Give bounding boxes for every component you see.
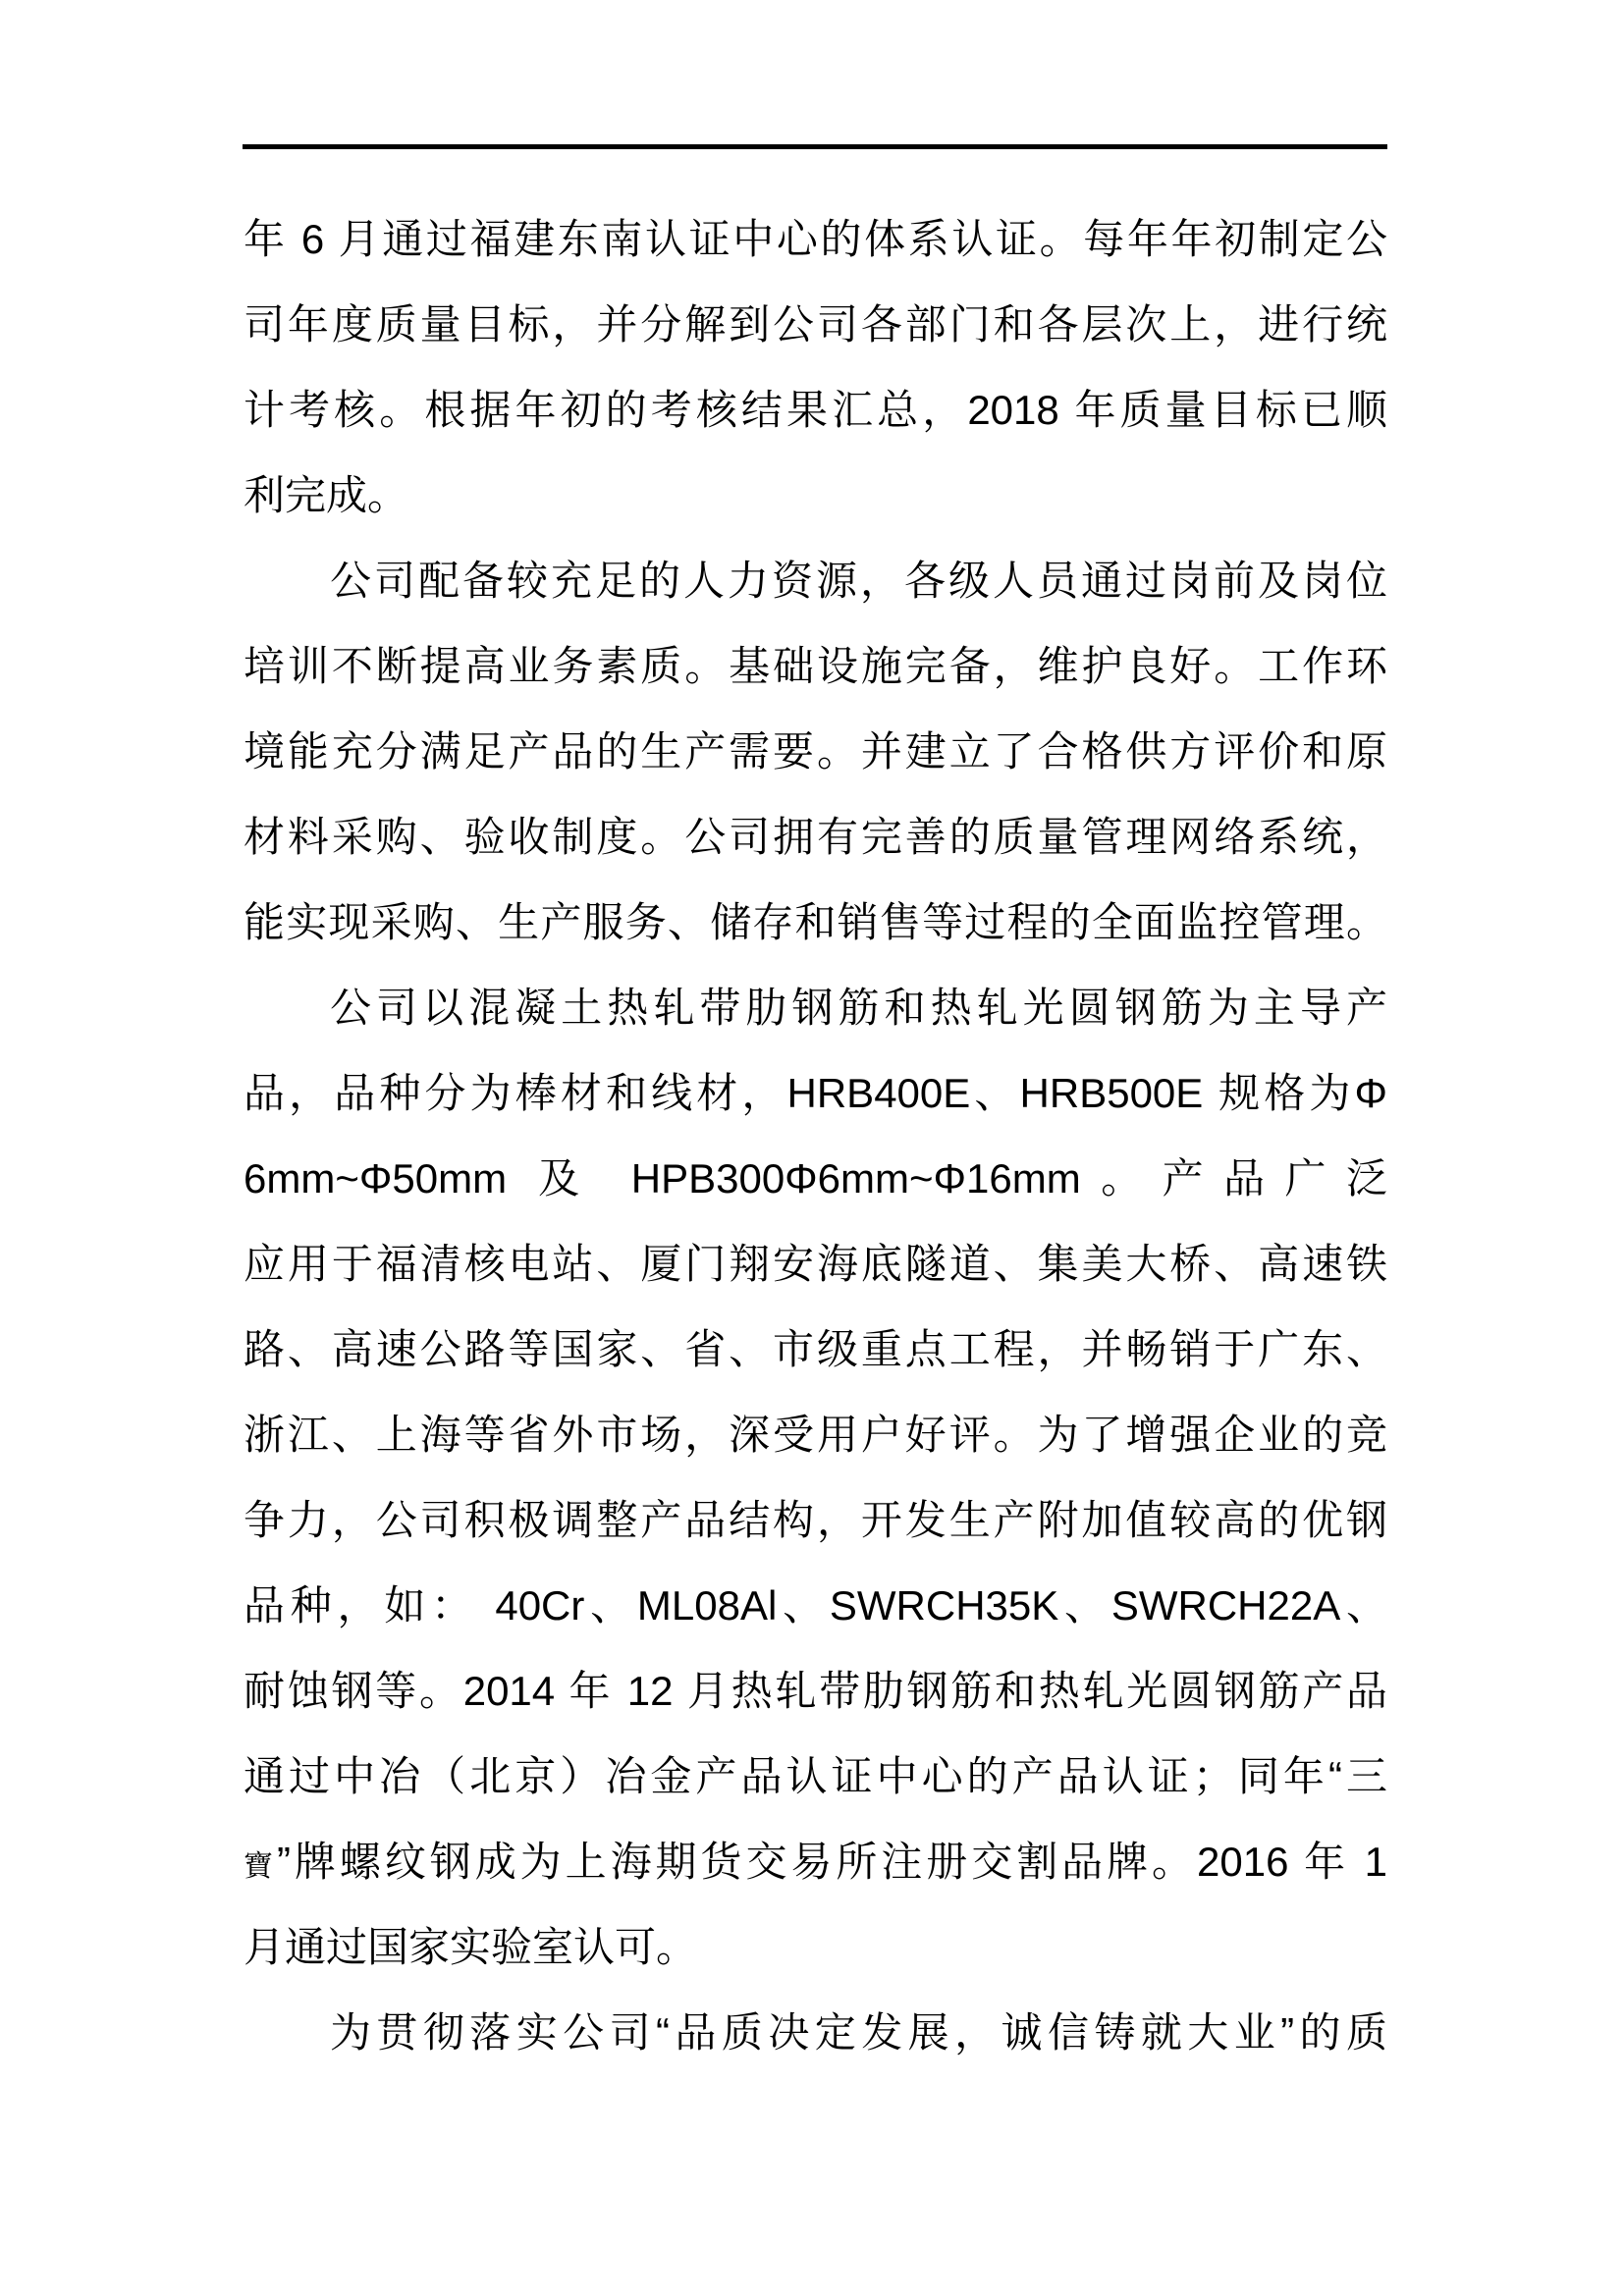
text-line: 通过中冶（北京）冶金产品认证中心的产品认证；同年“三 [244,1753,1387,1799]
text-line: 培训不断提高业务素质。基础设施完备，维护良好。工作环 [244,643,1387,689]
text-line: 争力，公司积极调整产品结构，开发生产附加值较高的优钢 [244,1497,1387,1543]
text-line: 年 6 月通过福建东南认证中心的体系认证。每年年初制定公 [244,216,1387,262]
text-segment: ”牌螺纹钢成为上海期货交易所注册交割品牌。2016 年 1 [276,1839,1388,1885]
document-body [244,196,1387,2075]
alt-glyph: 寶 [244,1850,277,1883]
text-line [244,1819,1387,1904]
header-rule [243,144,1387,149]
text-line: 浙江、上海等省外市场，深受用户好评。为了增强企业的竞 [244,1412,1387,1458]
text-line: 为贯彻落实公司“品质决定发展，诚信铸就大业”的质 [330,2009,1387,2056]
text-line: 境能充分满足产品的生产需要。并建立了合格供方评价和原 [244,728,1387,774]
text-line: 计考核。根据年初的考核结果汇总，2018 年质量目标已顺 [244,387,1387,433]
text-line: 6mm~Φ50mm 及 HPB300Φ6mm~Φ16mm。产品广泛 [244,1155,1387,1201]
text-line: 能实现采购、生产服务、储存和销售等过程的全面监控管理。 [244,899,1387,945]
text-line: 公司以混凝土热轧带肋钢筋和热轧光圆钢筋为主导产 [330,985,1387,1031]
text-line: 品种，如： 40Cr、ML08Al、SWRCH35K、SWRCH22A、 [244,1582,1387,1629]
text-line: 耐蚀钢等。2014 年 12 月热轧带肋钢筋和热轧光圆钢筋产品 [244,1668,1387,1714]
text-line: 应用于福清核电站、厦门翔安海底隧道、集美大桥、高速铁 [244,1241,1387,1287]
text-line: 利完成。 [244,472,409,518]
text-line: 路、高速公路等国家、省、市级重点工程，并畅销于广东、 [244,1326,1387,1372]
text-line: 公司配备较充足的人力资源，各级人员通过岗前及岗位 [330,558,1387,604]
text-line: 材料采购、验收制度。公司拥有完善的质量管理网络系统， [244,814,1387,860]
text-line: 品，品种分为棒材和线材，HRB400E、HRB500E 规格为Φ [244,1070,1387,1116]
text-line: 司年度质量目标，并分解到公司各部门和各层次上，进行统 [244,301,1387,347]
text-line: 月通过国家实验室认可。 [244,1924,698,1970]
